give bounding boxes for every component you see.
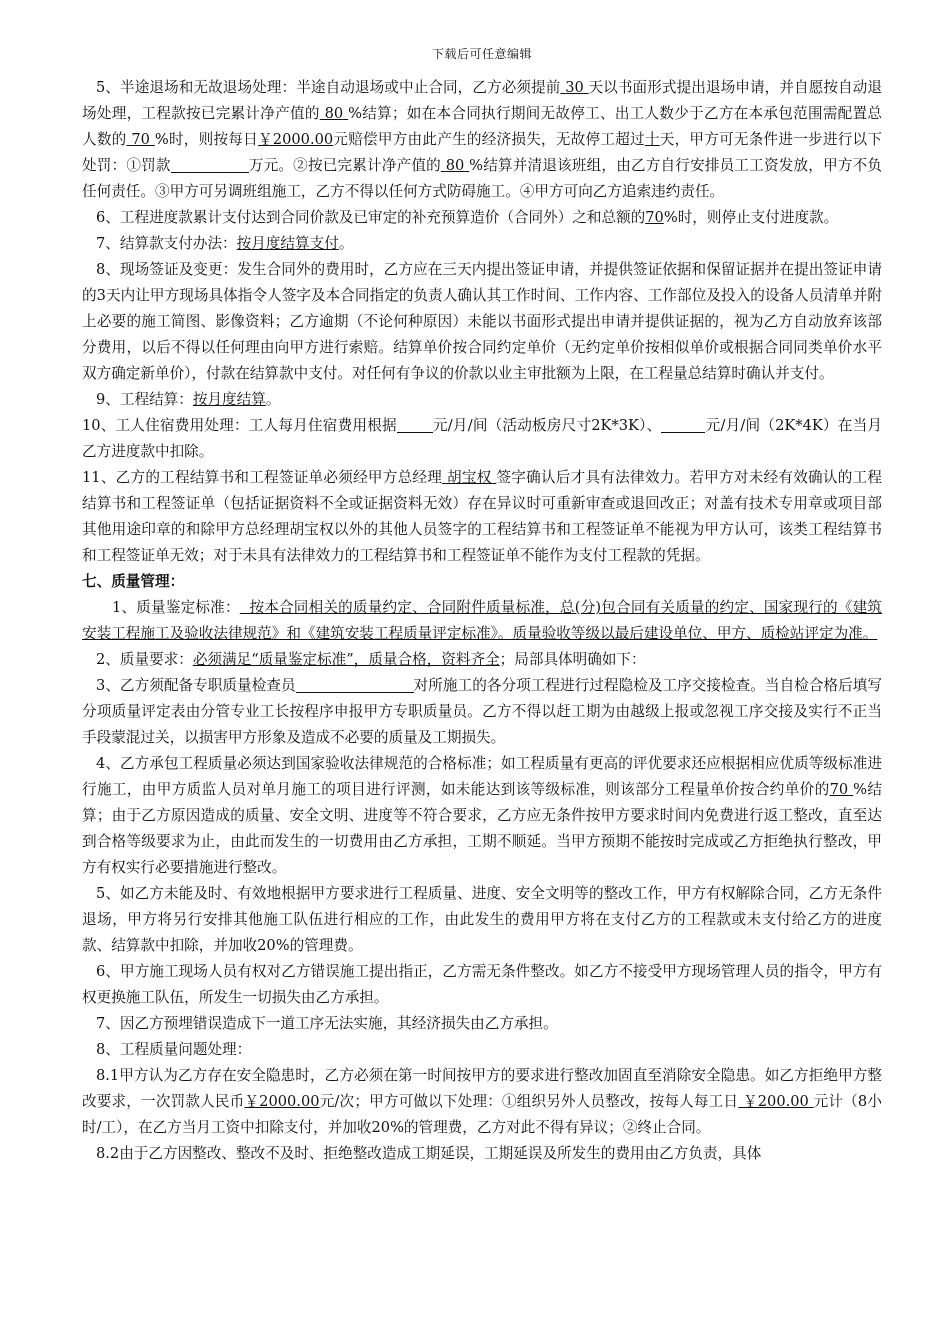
quality-2-requirement: 2、质量要求：必须满足“质量鉴定标准”，质量合格，资料齐全；局部具体明确如下：: [96, 651, 646, 668]
inspector-blank: [296, 676, 414, 693]
clause-7-payment-method: 7、结算款支付办法：按月度结算支付。: [96, 235, 354, 252]
clause-8-site-visa: 8、现场签证及变更：发生合同外的费用时，乙方应在三天内提出签证申请，并提供签证依据和保留证据并在提出签证申请的3天内让甲方现场具体指令人签字及本合同指定的负责人确认其工作时间、工作内容、工作部位及投入的设备人员清单并附上必要的施工简图、影像资料；乙方逾期（不论何种原因）未能以书面形式提出申请并提供证据的，视为乙方自动放弃该部分费用，以后不得以任何理由向甲方进行索赔。结算单价按合同约定单价（无约定单价按相似单价或根据合同同类单价水平双方确定新单价），付款在结算款中支付。对任何有争议的价款以业主审批额为上限，在工程量总结算时确认并支付。: [82, 261, 882, 382]
quality-8-2-delay: 8.2由于乙方因整改、整改不及时、拒绝整改造成工期延误，工期延误及所发生的费用由乙方负责，具体: [96, 1145, 762, 1162]
daily-wage: ￥200.00: [743, 1093, 809, 1110]
quality-standard: 按本合同相关的质量约定、合同附件质量标准，总(分)包合同有关质量的约定、国家现行的《建筑安装工程施工及验收法律规范》和《建筑安装工程质量评定标准》。质量验收等级以最后建设单位、甲方、质检站评定为准。: [82, 599, 882, 642]
quality-6-correction: 6、甲方施工现场人员有权对乙方错误施工提出指正，乙方需无条件整改。如乙方不接受甲方现场管理人员的指令，甲方有权更换施工队伍，所发生一切损失由乙方承担。: [82, 963, 882, 1006]
page-header: 下载后可任意编辑: [431, 47, 532, 61]
quality-4-acceptance: 4、乙方承包工程质量必须达到国家验收法律规范的合格标准；如工程质量有更高的评优要求还应根据相应优质等级标准进行施工，由甲方质监人员对单月施工的项目进行评测，如未能达到该等级标准，则该部分工程量单价按合约单价的70 %结算；由于乙方原因造成的质量、安全文明、进度等不符合要求，乙方应无条件按甲方要求时间内免费进行返工整改，直至达到合格等级要求为止，由此而发生的一切费用由乙方承担，工期不顺延。当甲方预期不能按时完成或乙方拒绝执行整改，甲方有权实行必要措施进行整改。: [82, 755, 882, 876]
settlement-percent-2: 80: [445, 157, 465, 174]
fine-per-instance: ￥2000.00: [244, 1093, 320, 1110]
clause-10-accommodation: 10、工人住宿费用处理：工人每月住宿费用根据 元/月/间（活动板房尺寸2K*3K）、 元/月/间（2K*4K）在当月乙方进度款中扣除。: [82, 417, 882, 460]
progress-cap-percent: 70: [645, 209, 664, 226]
clause-11-sign-off: 11、乙方的工程结算书和工程签证单必须经甲方总经理 胡宝权 签字确认后才具有法律效力。若甲方对未经有效确认的工程结算书和工程签证单（包括证据资料不全或证据资料无效）存在异议时可重新审查或退回改正；对盖有技术专用章或项目部其他用途印章的和除甲方总经理胡宝权以外的其他人员签字的工程结算书和工程签证单不能视为甲方认可，该类工程结算书和工程签证单无效；对于未具有法律效力的工程结算书和工程签证单不能作为支付工程款的凭据。: [82, 469, 883, 564]
manager-name: 胡宝权: [447, 469, 492, 486]
payment-method: 按月度结算支付: [236, 235, 339, 252]
quality-7-embedding: 7、因乙方预埋错误造成下一道工序无法实施，其经济损失由乙方承担。: [96, 1015, 558, 1032]
settlement-method: 按月度结算: [192, 391, 266, 408]
rate-blank-2: [661, 416, 705, 433]
staffing-percent: 70: [131, 131, 150, 148]
clause-5-withdrawal: 5、半途退场和无故退场处理：半途自动退场或中止合同，乙方必须提前 30 天以书面形式提出退场申请，并自愿按自动退场处理，工程款按已完累计净产值的 80 %结算；如在本合同执行期间无故停工、出工人数少于乙方在本承包范围需配置总人数的 70 %时，则按每日￥2000.00元赔偿甲方由此产生的经济损失，无故停工超过十天，甲方可无条件进一步进行以下处罚：①罚款 万元。②按已完累计净产值的 80 %结算并清退该班组，由乙方自行安排员工工资发放，甲方不负任何责任。③甲方可另调班组施工，乙方不得以任何方式防碍施工。④甲方可向乙方追索违约责任。: [82, 79, 883, 200]
quality-8-issues: 8、工程质量问题处理：: [96, 1041, 252, 1058]
quality-3-inspector: 3、乙方须配备专职质量检查员 对所施工的各分项工程进行过程隐检及工序交接检查。当自检合格后填写分项质量评定表由分管专业工长按程序申报甲方专职质量员。乙方不得以赶工期为由越级上报或忽视工序交接及实行不正当手段蒙混过关，以损害甲方形象及造成不必要的质量及工期损失。: [82, 677, 882, 746]
daily-compensation: ￥2000.00: [257, 131, 334, 148]
rate-blank-1: [397, 416, 433, 433]
quality-8-1-safety: 8.1甲方认为乙方存在安全隐患时，乙方必须在第一时间按甲方的要求进行整改加固直至消除安全隐患。如乙方拒绝甲方整改要求，一次罚款人民币￥2000.00元/次；甲方可做以下处理：①组织另外人员整改，按每人每工日 ￥200.00 元计（8小时/工），在乙方当月工资中扣除支付，并加收20%的管理费，乙方对此不得有异议；②终止合同。: [82, 1067, 882, 1136]
section-7-title: 七、质量管理：: [82, 573, 185, 590]
clause-6-progress-payment: 6、工程进度款累计支付达到合同价款及已审定的补充预算造价（合同外）之和总额的70%时，则停止支付进度款。: [96, 209, 839, 226]
settlement-percent-1: 80: [324, 105, 344, 122]
quality-1-standard: 1、质量鉴定标准： 按本合同相关的质量约定、合同附件质量标准，总(分)包合同有关质量的约定、国家现行的《建筑安装工程施工及验收法律规范》和《建筑安装工程质量评定标准》。质量验收等级以最后建设单位、甲方、质检站评定为准。: [82, 599, 882, 642]
clause-9-settlement: 9、工程结算：按月度结算。: [96, 391, 281, 408]
stoppage-days: 十: [644, 131, 660, 148]
quality-5-termination: 5、如乙方未能及时、有效地根据甲方要求进行工程质量、进度、安全文明等的整改工作，甲方有权解除合同，乙方无条件退场，甲方将另行安排其他施工队伍进行相应的工作，由此发生的费用甲方将在支付乙方的工程款或未支付给乙方的进度款、结算款中扣除，并加收20%的管理费。: [82, 885, 882, 954]
notice-days: 30: [565, 79, 584, 96]
document-page: [82, 0, 882, 1167]
quality-requirement: 必须满足“质量鉴定标准”，质量合格，资料齐全: [192, 651, 500, 668]
unit-price-percent: 70: [829, 781, 849, 798]
fine-amount-blank: [171, 156, 249, 173]
